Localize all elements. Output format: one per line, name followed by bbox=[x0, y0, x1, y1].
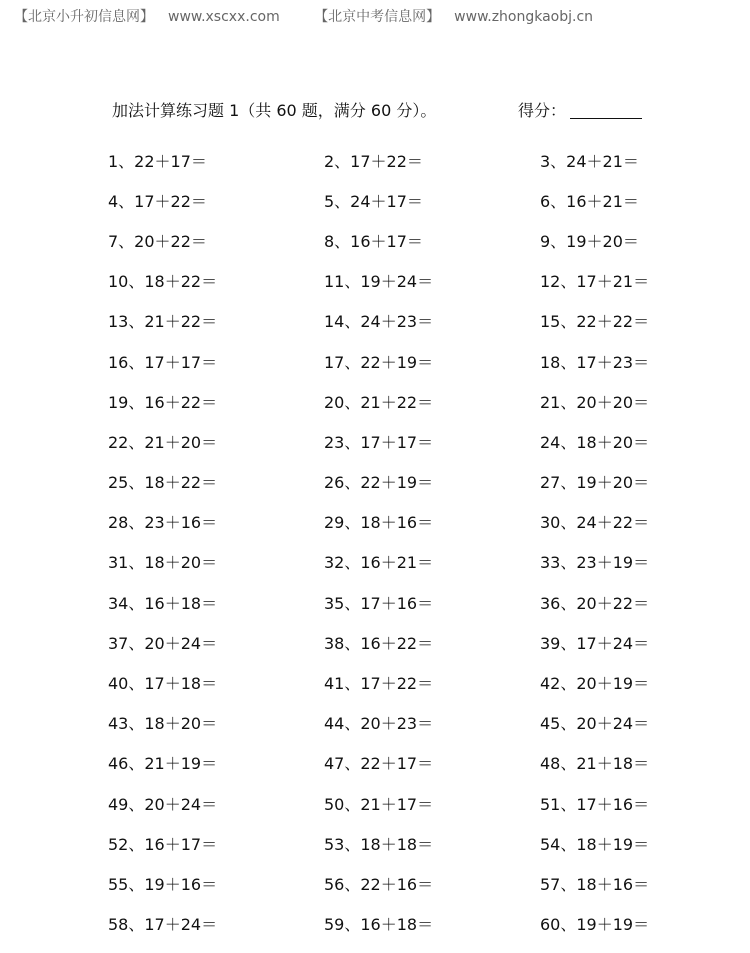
problem-item: 13、21＋22＝ bbox=[108, 312, 218, 332]
problem-item: 40、17＋18＝ bbox=[108, 674, 218, 694]
problem-item: 22、21＋20＝ bbox=[108, 432, 218, 452]
problem-item: 3、24＋21＝ bbox=[540, 151, 639, 171]
problem-item: 44、20＋23＝ bbox=[324, 714, 434, 734]
problem-row bbox=[108, 220, 750, 260]
problem-item: 43、18＋20＝ bbox=[108, 714, 218, 734]
problem-item: 47、22＋17＝ bbox=[324, 754, 434, 774]
problem-item: 28、23＋16＝ bbox=[108, 513, 218, 533]
problem-row bbox=[108, 381, 750, 421]
problem-row bbox=[108, 462, 750, 502]
problem-row bbox=[108, 823, 750, 863]
problem-item: 8、16＋17＝ bbox=[324, 231, 423, 251]
problem-item: 23、17＋17＝ bbox=[324, 432, 434, 452]
problem-item: 7、20＋22＝ bbox=[108, 231, 207, 251]
problem-row bbox=[108, 863, 750, 903]
problem-item: 48、21＋18＝ bbox=[540, 754, 650, 774]
score-field bbox=[518, 98, 642, 121]
problem-item: 29、18＋16＝ bbox=[324, 513, 434, 533]
problem-row bbox=[108, 502, 750, 542]
problem-item: 39、17＋24＝ bbox=[540, 633, 650, 653]
problem-row bbox=[108, 341, 750, 381]
problem-row bbox=[108, 904, 750, 944]
worksheet-title: 加法计算练习题 1（共 60 题，满分 60 分）。 bbox=[112, 101, 437, 120]
problem-item: 51、17＋16＝ bbox=[540, 794, 650, 814]
problem-item: 54、18＋19＝ bbox=[540, 834, 650, 854]
problem-item: 34、16＋18＝ bbox=[108, 593, 218, 613]
problem-row bbox=[108, 301, 750, 341]
problem-item: 31、18＋20＝ bbox=[108, 553, 218, 573]
problem-item: 50、21＋17＝ bbox=[324, 794, 434, 814]
problem-item: 17、22＋19＝ bbox=[324, 352, 434, 372]
problem-item: 35、17＋16＝ bbox=[324, 593, 434, 613]
site1-url[interactable]: www.xscxx.com bbox=[168, 9, 280, 25]
problem-item: 4、17＋22＝ bbox=[108, 191, 207, 211]
problem-item: 21、20＋20＝ bbox=[540, 392, 650, 412]
site2-url[interactable]: www.zhongkaobj.cn bbox=[454, 9, 594, 25]
problem-row bbox=[108, 542, 750, 582]
problem-item: 55、19＋16＝ bbox=[108, 874, 218, 894]
problem-item: 19、16＋22＝ bbox=[108, 392, 218, 412]
problem-row bbox=[108, 743, 750, 783]
problem-item: 24、18＋20＝ bbox=[540, 432, 650, 452]
problem-item: 2、17＋22＝ bbox=[324, 151, 423, 171]
problem-item: 37、20＋24＝ bbox=[108, 633, 218, 653]
site-header bbox=[14, 6, 607, 26]
problem-row bbox=[108, 622, 750, 662]
problem-row bbox=[108, 261, 750, 301]
problem-row bbox=[108, 140, 750, 180]
problem-item: 56、22＋16＝ bbox=[324, 874, 434, 894]
problem-item: 5、24＋17＝ bbox=[324, 191, 423, 211]
problem-item: 11、19＋24＝ bbox=[324, 272, 434, 292]
problem-item: 41、17＋22＝ bbox=[324, 674, 434, 694]
problem-item: 1、22＋17＝ bbox=[108, 151, 207, 171]
problem-item: 20、21＋22＝ bbox=[324, 392, 434, 412]
problem-item: 46、21＋19＝ bbox=[108, 754, 218, 774]
problem-item: 57、18＋16＝ bbox=[540, 874, 650, 894]
problem-item: 42、20＋19＝ bbox=[540, 674, 650, 694]
problem-item: 16、17＋17＝ bbox=[108, 352, 218, 372]
problem-item: 38、16＋22＝ bbox=[324, 633, 434, 653]
problem-item: 14、24＋23＝ bbox=[324, 312, 434, 332]
problem-item: 45、20＋24＝ bbox=[540, 714, 650, 734]
problem-item: 33、23＋19＝ bbox=[540, 553, 650, 573]
problem-grid bbox=[108, 140, 750, 944]
problem-item: 36、20＋22＝ bbox=[540, 593, 650, 613]
problem-item: 26、22＋19＝ bbox=[324, 473, 434, 493]
problem-item: 27、19＋20＝ bbox=[540, 473, 650, 493]
problem-item: 9、19＋20＝ bbox=[540, 231, 639, 251]
problem-item: 6、16＋21＝ bbox=[540, 191, 639, 211]
site1-name: 【北京小升初信息网】 bbox=[14, 9, 154, 25]
problem-row bbox=[108, 783, 750, 823]
problem-item: 18、17＋23＝ bbox=[540, 352, 650, 372]
site2-name: 【北京中考信息网】 bbox=[314, 9, 441, 25]
problem-item: 25、18＋22＝ bbox=[108, 473, 218, 493]
problem-item: 12、17＋21＝ bbox=[540, 272, 650, 292]
problem-row bbox=[108, 703, 750, 743]
score-label: 得分： bbox=[518, 101, 567, 120]
problem-item: 15、22＋22＝ bbox=[540, 312, 650, 332]
problem-row bbox=[108, 582, 750, 622]
problem-item: 58、17＋24＝ bbox=[108, 915, 218, 935]
problem-item: 32、16＋21＝ bbox=[324, 553, 434, 573]
problem-item: 60、19＋19＝ bbox=[540, 915, 650, 935]
problem-item: 59、16＋18＝ bbox=[324, 915, 434, 935]
problem-item: 30、24＋22＝ bbox=[540, 513, 650, 533]
problem-item: 10、18＋22＝ bbox=[108, 272, 218, 292]
problem-item: 49、20＋24＝ bbox=[108, 794, 218, 814]
score-blank bbox=[570, 102, 642, 119]
problem-item: 52、16＋17＝ bbox=[108, 834, 218, 854]
problem-item: 53、18＋18＝ bbox=[324, 834, 434, 854]
problem-row bbox=[108, 180, 750, 220]
problem-row bbox=[108, 421, 750, 461]
problem-row bbox=[108, 662, 750, 702]
